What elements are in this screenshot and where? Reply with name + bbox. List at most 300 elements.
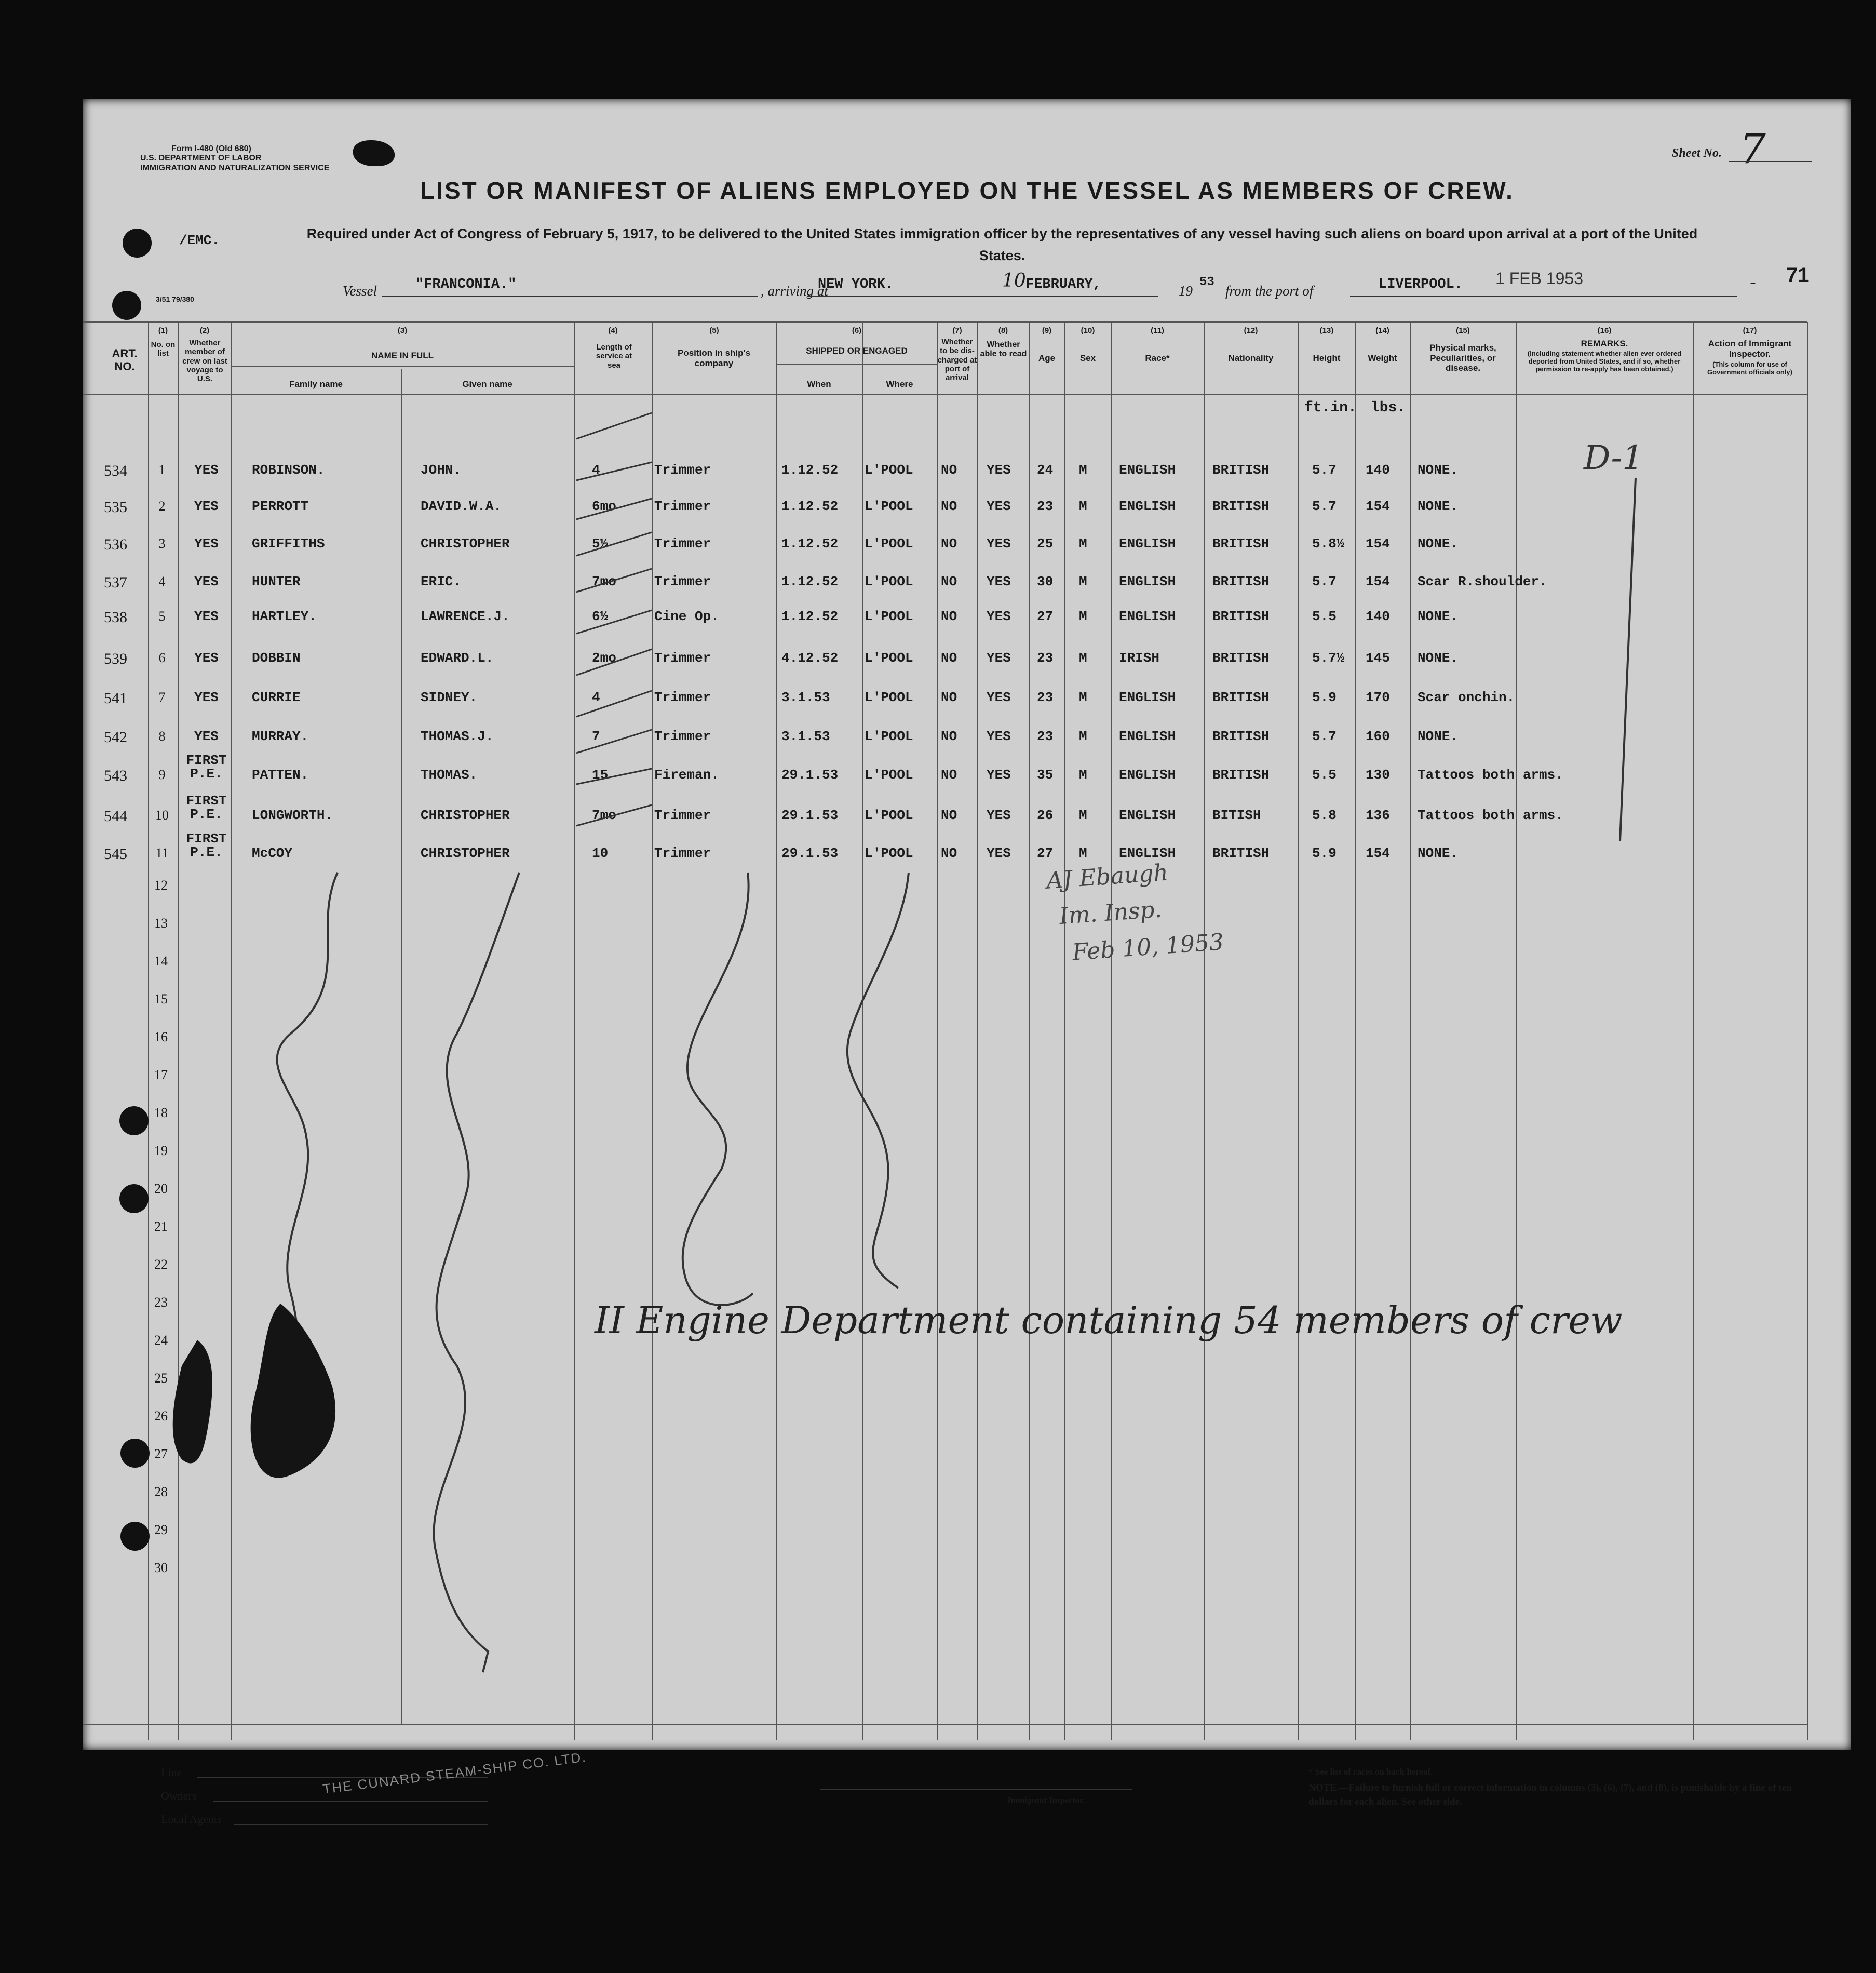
inspector-label: Immigrant Inspector. <box>1007 1795 1085 1805</box>
cell-nationality: BRITISH <box>1212 462 1270 478</box>
cell-age: 23 <box>1037 729 1054 744</box>
cell-race: ENGLISH <box>1119 462 1176 478</box>
sheet-number: 7 <box>1739 125 1766 173</box>
cell-when: 1.12.52 <box>781 536 839 552</box>
cell-given: DAVID.W.A. <box>421 499 502 514</box>
cell-height: 5.9 <box>1312 845 1337 861</box>
cell-family: PERROTT <box>252 499 309 514</box>
inspector-signature <box>1045 851 1225 973</box>
header-remarks-detail: (Including statement whether alien ever ordered deported from United States, and if so, whether permission to re-apply has been obtained.) <box>1527 350 1682 373</box>
cell-service: 7mo <box>592 808 616 823</box>
header-col-15-number: (15) <box>1456 326 1470 335</box>
cell-weight: 140 <box>1366 609 1390 624</box>
cell-given: LAWRENCE.J. <box>421 609 510 624</box>
cell-weight: 160 <box>1366 729 1390 744</box>
department: U.S. DEPARTMENT OF LABOR <box>140 154 262 163</box>
header-race: Race* <box>1145 353 1170 363</box>
cell-race: ENGLISH <box>1119 845 1176 861</box>
cell-weight: 154 <box>1366 499 1390 514</box>
arrival-day: 10 <box>1002 270 1026 291</box>
cell-marks: Tattoos both arms. <box>1418 767 1563 783</box>
cell-marks: NONE. <box>1418 650 1459 666</box>
cell-given: ERIC. <box>421 574 462 589</box>
cell-marks: Scar onchin. <box>1418 690 1515 705</box>
cell-when: 1.12.52 <box>781 462 839 478</box>
cell-position: Trimmer <box>654 650 711 666</box>
cell-age: 26 <box>1037 808 1054 823</box>
cell-prev: YES <box>194 574 219 589</box>
cell-art: 537 <box>104 574 127 591</box>
cell-height: 5.5 <box>1312 609 1337 624</box>
cell-weight: 154 <box>1366 574 1390 589</box>
header-col-9-number: (9) <box>1042 326 1052 335</box>
inspector-underline <box>820 1789 1132 1790</box>
manifest-sheet <box>83 99 1851 1826</box>
line-number: 18 <box>154 1105 168 1120</box>
cell-position: Trimmer <box>654 574 711 589</box>
cell-height: 5.8 <box>1312 808 1337 823</box>
remarks-pen-line <box>1620 478 1636 841</box>
header-age: Age <box>1038 353 1056 363</box>
header-where: Where <box>886 379 913 389</box>
header-when: When <box>807 379 831 389</box>
line-number: 23 <box>154 1295 168 1310</box>
cell-nationality: BRITISH <box>1212 729 1270 744</box>
header-physical-marks: Physical marks, Peculiarities, or disease. <box>1429 343 1496 373</box>
page-subtitle: Required under Act of Congress of February 5, 1917, to be delivered to the United States immigration officer by the representatives of any vessel having such aliens on board upon arrival at a port of the United States. <box>306 226 1698 263</box>
summary-note: II Engine Department containing 54 members of crew <box>595 1298 1623 1342</box>
cell-service: 4 <box>592 690 600 705</box>
cell-sex: M <box>1079 767 1087 783</box>
cell-read: YES <box>987 729 1011 744</box>
cell-no: 4 <box>158 574 166 589</box>
cell-age: 23 <box>1037 690 1054 705</box>
year-suffix: 53 <box>1199 275 1214 289</box>
cell-prev: FIRST P.E. <box>186 793 227 822</box>
cell-race: ENGLISH <box>1119 690 1176 705</box>
header-inspector-action-note: (This column for use of Government officials only) <box>1707 360 1792 376</box>
weight-unit: lbs. <box>1371 400 1406 416</box>
cell-sex: M <box>1079 650 1087 666</box>
cell-nationality: BRITISH <box>1212 767 1270 783</box>
cell-age: 35 <box>1037 767 1054 783</box>
wax-seal-fragment <box>173 1340 212 1464</box>
cell-sex: M <box>1079 690 1087 705</box>
cell-art: 543 <box>104 767 127 784</box>
cell-when: 3.1.53 <box>781 690 830 705</box>
cell-read: YES <box>987 536 1011 552</box>
cell-race: ENGLISH <box>1119 808 1176 823</box>
cell-family: MURRAY. <box>252 729 309 744</box>
cell-service: 10 <box>592 845 609 861</box>
header-able-to-read: Whether able to read <box>980 340 1027 359</box>
form-number: Form I-480 (Old 680) <box>171 144 251 153</box>
punch-hole <box>119 1184 149 1213</box>
cell-nationality: BRITISH <box>1212 536 1270 552</box>
header-remarks: REMARKS. <box>1581 339 1628 348</box>
cell-family: HARTLEY. <box>252 609 317 624</box>
cell-where: L'POOL <box>865 609 913 624</box>
cell-discharged: NO <box>941 767 957 783</box>
cell-marks: NONE. <box>1418 462 1459 478</box>
cell-read: YES <box>987 767 1011 783</box>
cell-where: L'POOL <box>865 650 913 666</box>
cell-art: 545 <box>104 845 127 863</box>
header-given-name: Given name <box>462 379 512 389</box>
arrival-port: NEW YORK. <box>818 277 894 292</box>
cell-where: L'POOL <box>865 499 913 514</box>
cell-discharged: NO <box>941 499 957 514</box>
cell-no: 11 <box>155 845 169 861</box>
cell-no: 3 <box>158 536 166 551</box>
header-col-14-number: (14) <box>1375 326 1389 335</box>
header-position: Position in ship's company <box>677 348 751 368</box>
cell-given: CHRISTOPHER <box>421 808 510 823</box>
header-col-16-number: (16) <box>1597 326 1612 335</box>
cell-height: 5.7 <box>1312 574 1337 589</box>
cell-discharged: NO <box>941 462 957 478</box>
cell-where: L'POOL <box>865 536 913 552</box>
cell-height: 5.5 <box>1312 767 1337 783</box>
cell-no: 9 <box>158 767 166 782</box>
line-number: 13 <box>154 916 168 931</box>
header-height: Height <box>1313 353 1341 363</box>
cell-read: YES <box>987 462 1011 478</box>
header-col-12-number: (12) <box>1244 326 1258 335</box>
cell-family: CURRIE <box>252 690 301 705</box>
cell-art: 535 <box>104 499 127 516</box>
owners-underline <box>213 1801 488 1802</box>
cell-service: 6½ <box>592 609 609 624</box>
cell-prev: FIRST P.E. <box>186 831 227 860</box>
cell-nationality: BRITISH <box>1212 609 1270 624</box>
line-number: 24 <box>154 1333 168 1348</box>
cell-discharged: NO <box>941 574 957 589</box>
cell-no: 8 <box>158 729 166 744</box>
punch-hole <box>112 291 141 320</box>
cell-weight: 145 <box>1366 650 1390 666</box>
height-unit: ft.in. <box>1304 400 1357 416</box>
cell-art: 542 <box>104 729 127 746</box>
line-label: Line <box>161 1766 182 1779</box>
line-number: 16 <box>154 1029 168 1044</box>
cell-marks: Tattoos both arms. <box>1418 808 1563 823</box>
cell-service: 6mo <box>592 499 616 514</box>
header-name-in-full: NAME IN FULL <box>371 351 434 360</box>
service: IMMIGRATION AND NATURALIZATION SERVICE <box>140 163 330 172</box>
cell-family: LONGWORTH. <box>252 808 333 823</box>
cell-art: 534 <box>104 462 127 479</box>
cell-discharged: NO <box>941 650 957 666</box>
cell-no: 6 <box>158 650 166 665</box>
cell-age: 27 <box>1037 845 1054 861</box>
cell-when: 3.1.53 <box>781 729 830 744</box>
cell-service: 7 <box>592 729 600 744</box>
cell-position: Cine Op. <box>654 609 719 624</box>
cell-position: Trimmer <box>654 845 711 861</box>
header-member-of-crew: Whether member of crew on last voyage to U.S. <box>182 339 227 383</box>
cell-marks: NONE. <box>1418 845 1459 861</box>
cell-when: 1.12.52 <box>781 499 839 514</box>
cell-sex: M <box>1079 536 1087 552</box>
cell-given: THOMAS. <box>421 767 478 783</box>
header-no-on-list: No. on list <box>151 340 176 358</box>
cell-given: JOHN. <box>421 462 462 478</box>
cell-nationality: BRITISH <box>1212 690 1270 705</box>
owners-label: Owners <box>161 1789 197 1802</box>
cell-art: 539 <box>104 650 127 667</box>
cell-family: McCOY <box>252 845 293 861</box>
cell-given: EDWARD.L. <box>421 650 494 666</box>
cell-family: DOBBIN <box>252 650 301 666</box>
punch-hole <box>119 1106 149 1135</box>
line-number: 20 <box>154 1181 168 1196</box>
cell-where: L'POOL <box>865 462 913 478</box>
cell-height: 5.7½ <box>1312 650 1345 666</box>
cell-height: 5.9 <box>1312 690 1337 705</box>
cell-discharged: NO <box>941 609 957 624</box>
cell-discharged: NO <box>941 845 957 861</box>
header-col-4-number: (4) <box>608 326 618 335</box>
header-col-11-number: (11) <box>1151 326 1164 335</box>
signature-date: Feb 10, 1953 <box>1071 929 1225 966</box>
cell-read: YES <box>987 650 1011 666</box>
cell-position: Fireman. <box>654 767 719 783</box>
cell-read: YES <box>987 845 1011 861</box>
cell-race: ENGLISH <box>1119 499 1176 514</box>
cell-art: 544 <box>104 808 127 825</box>
punch-hole <box>120 1522 150 1551</box>
page-title: LIST OR MANIFEST OF ALIENS EMPLOYED ON THE VESSEL AS MEMBERS OF CREW. <box>420 177 1514 204</box>
punch-hole <box>120 1439 150 1468</box>
cell-race: ENGLISH <box>1119 729 1176 744</box>
cell-prev: YES <box>194 690 219 705</box>
cell-read: YES <box>987 808 1011 823</box>
cell-given: THOMAS.J. <box>421 729 494 744</box>
handwritten-strokes <box>83 99 1851 1750</box>
wax-seal <box>251 1304 335 1478</box>
sheet-label: Sheet No. <box>1672 146 1722 160</box>
cell-height: 5.7 <box>1312 729 1337 744</box>
header-col-5-number: (5) <box>709 326 719 335</box>
cell-prev: YES <box>194 650 219 666</box>
cell-when: 29.1.53 <box>781 808 839 823</box>
cell-no: 7 <box>158 690 166 705</box>
header-col-13-number: (13) <box>1319 326 1334 335</box>
cell-when: 1.12.52 <box>781 609 839 624</box>
header-weight: Weight <box>1368 353 1397 363</box>
header-col-1-number: (1) <box>158 326 168 335</box>
cell-prev: YES <box>194 462 219 478</box>
cell-weight: 130 <box>1366 767 1390 783</box>
cell-prev: YES <box>194 499 219 514</box>
cell-height: 5.7 <box>1312 499 1337 514</box>
cell-no: 5 <box>158 609 166 624</box>
cell-age: 30 <box>1037 574 1054 589</box>
year-prefix: 19 <box>1179 283 1193 299</box>
cell-family: HUNTER <box>252 574 301 589</box>
cell-sex: M <box>1079 574 1087 589</box>
header-col-10-number: (10) <box>1081 326 1095 335</box>
line-number: 15 <box>154 991 168 1006</box>
cell-no: 1 <box>158 462 166 477</box>
cell-nationality: BRITISH <box>1212 845 1270 861</box>
cell-position: Trimmer <box>654 729 711 744</box>
signature-name: AJ Ebaugh <box>1045 859 1169 894</box>
header-inspector-action: Action of Immigrant Inspector. <box>1708 339 1792 359</box>
cell-when: 4.12.52 <box>781 650 839 666</box>
cell-discharged: NO <box>941 808 957 823</box>
agents-underline <box>234 1824 488 1825</box>
cell-age: 27 <box>1037 609 1054 624</box>
cell-weight: 136 <box>1366 808 1390 823</box>
date-stamp: 1 FEB 1953 <box>1495 269 1583 288</box>
cell-discharged: NO <box>941 729 957 744</box>
cell-prev: YES <box>194 536 219 552</box>
cell-age: 23 <box>1037 650 1054 666</box>
cell-when: 1.12.52 <box>781 574 839 589</box>
cell-age: 24 <box>1037 462 1054 478</box>
cell-family: PATTEN. <box>252 767 309 783</box>
page-number: 71 <box>1786 264 1810 287</box>
cell-weight: 154 <box>1366 845 1390 861</box>
line-number: 28 <box>154 1484 168 1499</box>
cell-art: 541 <box>104 690 127 707</box>
cell-marks: Scar R.shoulder. <box>1418 574 1547 589</box>
cell-prev: YES <box>194 729 219 744</box>
cell-position: Trimmer <box>654 462 711 478</box>
cell-where: L'POOL <box>865 729 913 744</box>
header-nationality: Nationality <box>1228 353 1274 363</box>
cell-where: L'POOL <box>865 574 913 589</box>
agents-label: Local Agents <box>161 1813 222 1826</box>
cell-read: YES <box>987 609 1011 624</box>
cell-where: L'POOL <box>865 845 913 861</box>
cell-sex: M <box>1079 808 1087 823</box>
ditto-stroke <box>434 873 519 1672</box>
cell-art: 538 <box>104 609 127 626</box>
ditto-stroke <box>683 873 753 1305</box>
cell-read: YES <box>987 690 1011 705</box>
cell-race: ENGLISH <box>1119 767 1176 783</box>
line-number: 19 <box>154 1143 168 1158</box>
cell-given: CHRISTOPHER <box>421 845 510 861</box>
cell-race: ENGLISH <box>1119 536 1176 552</box>
line-number: 29 <box>154 1522 168 1537</box>
cell-height: 5.7 <box>1312 462 1337 478</box>
company-stamp: THE CUNARD STEAM-SHIP CO. LTD. <box>322 1749 588 1797</box>
line-number: 14 <box>154 954 168 969</box>
line-number: 26 <box>154 1408 168 1424</box>
cell-position: Trimmer <box>654 499 711 514</box>
dash: – <box>1750 278 1757 290</box>
cell-sex: M <box>1079 729 1087 744</box>
departure-port: LIVERPOOL. <box>1379 277 1463 292</box>
header-discharged: Whether to be dis-charged at port of arrival <box>937 338 977 382</box>
header-col-17-number: (17) <box>1743 326 1757 335</box>
header-col-7-number: (7) <box>952 326 962 335</box>
races-note: * See list of races on back hereof. <box>1308 1767 1433 1777</box>
cell-service: 7mo <box>592 574 616 589</box>
form-code: /EMC. <box>179 233 220 248</box>
line-number: 12 <box>154 878 168 893</box>
cell-weight: 154 <box>1366 536 1390 552</box>
cell-race: ENGLISH <box>1119 574 1176 589</box>
cell-prev: YES <box>194 609 219 624</box>
cell-race: IRISH <box>1119 650 1160 666</box>
cell-age: 25 <box>1037 536 1054 552</box>
header-col-6-number: (6) <box>852 326 862 335</box>
line-number: 17 <box>154 1067 168 1082</box>
cell-no: 10 <box>155 808 169 823</box>
cell-age: 23 <box>1037 499 1054 514</box>
cell-height: 5.8½ <box>1312 536 1345 552</box>
cell-given: CHRISTOPHER <box>421 536 510 552</box>
cell-position: Trimmer <box>654 808 711 823</box>
cell-marks: NONE. <box>1418 729 1459 744</box>
line-number: 21 <box>154 1219 168 1234</box>
header-col-8-number: (8) <box>998 326 1008 335</box>
cell-marks: NONE. <box>1418 536 1459 552</box>
cell-service: 2mo <box>592 650 616 666</box>
cell-sex: M <box>1079 462 1087 478</box>
cell-when: 29.1.53 <box>781 845 839 861</box>
header-shipped-or-engaged: SHIPPED OR ENGAGED <box>806 346 908 356</box>
header-col-3-number: (3) <box>397 326 408 335</box>
vessel-name: "FRANCONIA." <box>415 277 517 292</box>
arrival-month: FEBRUARY, <box>1025 277 1101 292</box>
cell-read: YES <box>987 574 1011 589</box>
penalty-note: NOTE.—Failure to furnish full or correct information in columns (3), (6), (7), and (8), is punishable by a fine of ten dollars for each alien. See other side. <box>1308 1782 1792 1807</box>
line-number: 27 <box>154 1446 168 1461</box>
service-strikethroughs <box>576 413 652 826</box>
cell-position: Trimmer <box>654 690 711 705</box>
line-number: 30 <box>154 1560 168 1575</box>
cell-where: L'POOL <box>865 690 913 705</box>
cell-where: L'POOL <box>865 767 913 783</box>
header-col-2-number: (2) <box>199 326 210 335</box>
cell-marks: NONE. <box>1418 609 1459 624</box>
punch-hole <box>123 229 152 258</box>
cell-weight: 170 <box>1366 690 1390 705</box>
vessel-label: Vessel <box>343 283 377 299</box>
cell-no: 2 <box>158 499 166 514</box>
cell-given: SIDNEY. <box>421 690 478 705</box>
arriving-label: , arriving at <box>761 283 828 299</box>
line-number: 22 <box>154 1257 168 1272</box>
cell-when: 29.1.53 <box>781 767 839 783</box>
cell-service: 15 <box>592 767 609 783</box>
header-family-name: Family name <box>289 379 343 389</box>
cell-nationality: BITISH <box>1212 808 1261 823</box>
cell-nationality: BRITISH <box>1212 574 1270 589</box>
cell-nationality: BRITISH <box>1212 499 1270 514</box>
header-sex: Sex <box>1079 353 1096 363</box>
ditto-stroke <box>847 873 909 1288</box>
cell-service: 4 <box>592 462 600 478</box>
header-length-of-service: Length of service at sea <box>596 343 632 370</box>
cell-discharged: NO <box>941 690 957 705</box>
header-art-no: ART. NO. <box>112 347 138 373</box>
cell-sex: M <box>1079 499 1087 514</box>
cell-art: 536 <box>104 536 127 553</box>
cell-prev: FIRST P.E. <box>186 753 227 782</box>
cell-family: ROBINSON. <box>252 462 325 478</box>
cell-where: L'POOL <box>865 808 913 823</box>
cell-marks: NONE. <box>1418 499 1459 514</box>
cell-discharged: NO <box>941 536 957 552</box>
cell-weight: 140 <box>1366 462 1390 478</box>
